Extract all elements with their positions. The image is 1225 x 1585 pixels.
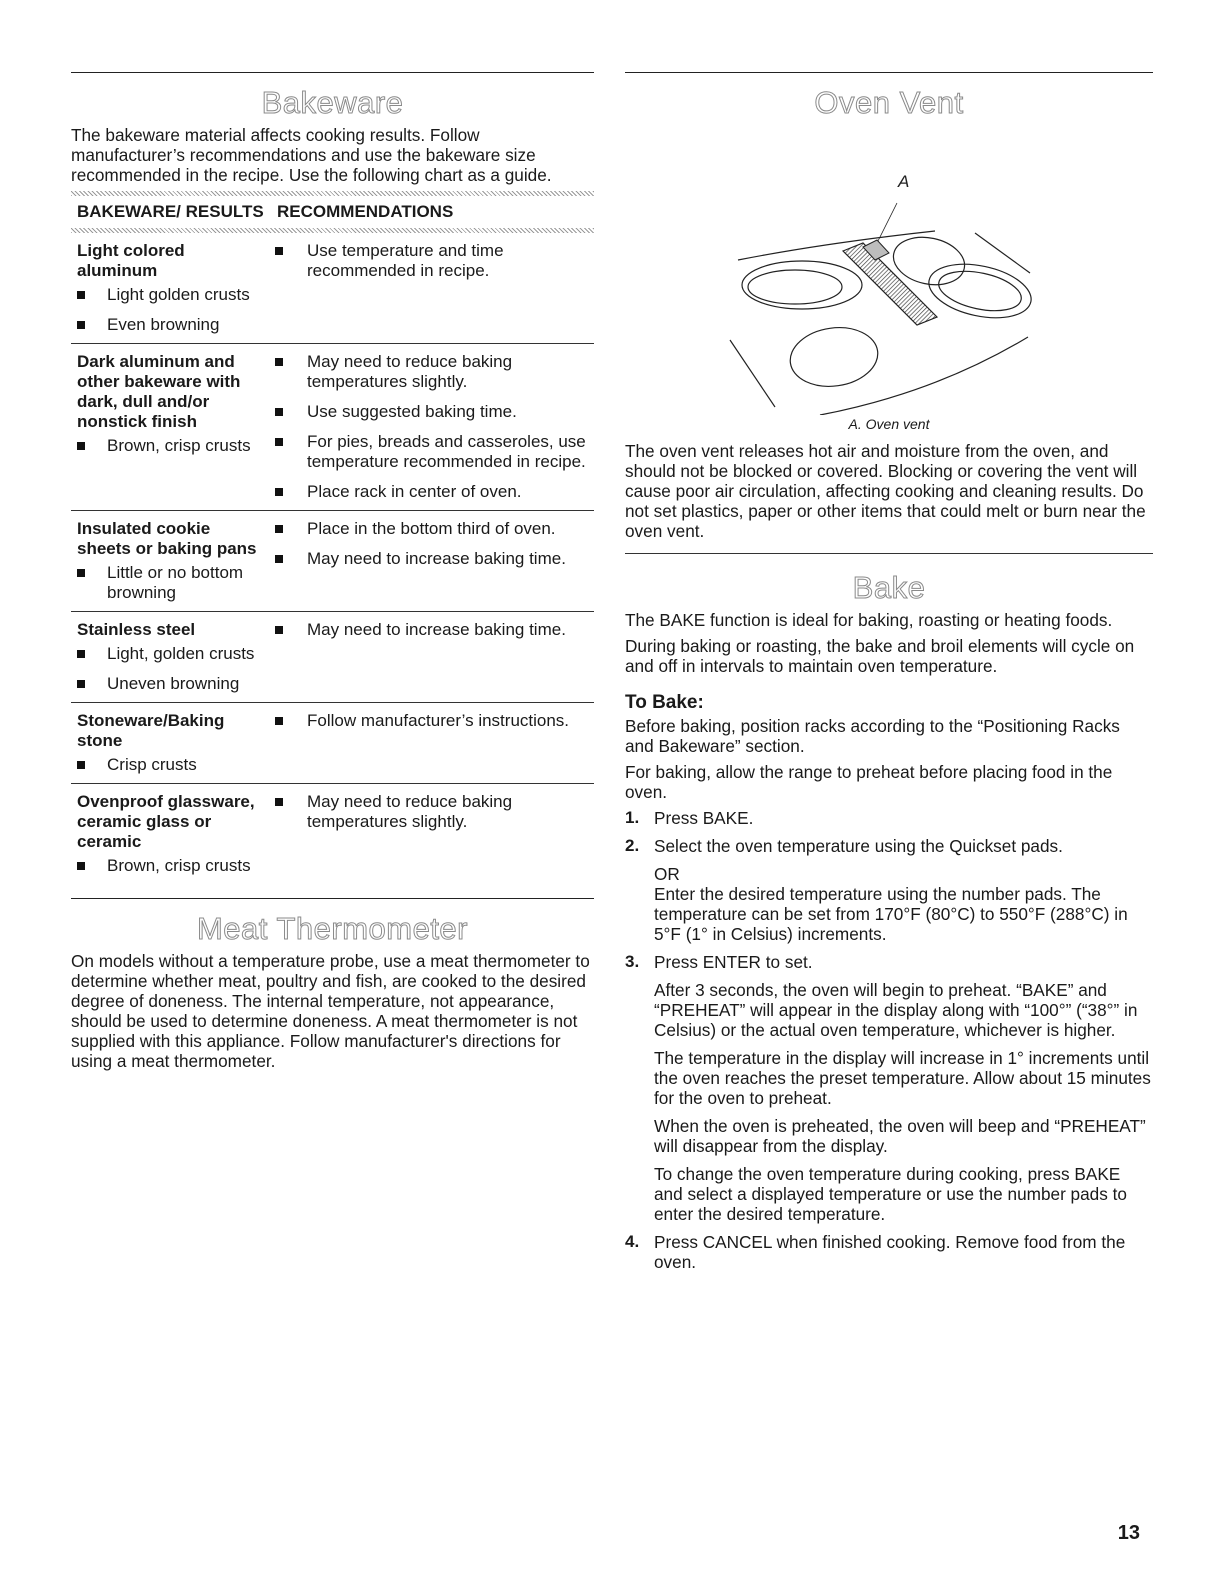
bakeware-cell (77, 241, 270, 335)
vent-slot-icon (843, 240, 937, 325)
recommendation-item (275, 519, 594, 539)
recommendation-text: Use temperature and time recommended in recipe. (307, 241, 504, 280)
bakeware-cell (77, 711, 270, 775)
result-item (77, 563, 262, 603)
result-item (77, 674, 262, 694)
step-number: 4. (625, 1232, 640, 1251)
square-bullet-icon (275, 438, 283, 446)
table-row (71, 511, 594, 612)
recommendations-cell (270, 519, 594, 603)
diagram-caption: A. Oven vent (848, 416, 930, 432)
result-text: Light golden crusts (107, 285, 250, 304)
racks-text: Before baking, position racks according to the “Positioning Racks and Bakeware” section. (625, 716, 1120, 756)
result-text: Little or no bottom browning (107, 563, 244, 602)
bake-cycle-text: During baking or roasting, the bake and broil elements will cycle on and off in intervals to maintain oven temperature. (625, 636, 1135, 676)
cooktop-illustration (625, 125, 1153, 415)
meat-thermometer-body: On models without a temperature probe, use a meat thermometer to determine whether meat, poultry and fish, are cooked to the desired degree of doneness. The internal temperature, not appearance, should be used to determine doneness. A meat thermometer is not supplied with this appliance. Follow manufacturer's directions for using a meat thermometer. (71, 951, 590, 1071)
bakeware-name: Ovenproof glassware, ceramic glass or ceramic (77, 792, 255, 851)
header-bakeware-results: BAKEWARE/ RESULTS (77, 202, 264, 221)
bakeware-name: Dark aluminum and other bakeware with dark, dull and/or nonstick finish (77, 352, 241, 431)
step-item (625, 952, 1153, 1224)
to-bake-subheading: To Bake: (625, 692, 704, 713)
result-text: Crisp crusts (107, 755, 197, 774)
oven-vent-diagram (625, 125, 1153, 415)
table-header (71, 196, 594, 228)
recommendation-item (275, 241, 594, 281)
bakeware-name: Light colored aluminum (77, 241, 185, 280)
square-bullet-icon (275, 408, 283, 416)
table-row (71, 233, 594, 344)
square-bullet-icon (77, 680, 85, 688)
square-bullet-icon (77, 321, 85, 329)
section-rule (71, 898, 594, 899)
bakeware-name: Stainless steel (77, 620, 196, 639)
recommendation-text: May need to reduce baking temperatures slightly. (307, 792, 513, 831)
square-bullet-icon (275, 555, 283, 563)
bakeware-intro: The bakeware material affects cooking results. Follow manufacturer’s recommendations and use the bakeware size recommended in the recipe. Use the following chart as a guide. (71, 125, 552, 185)
bake-steps (625, 808, 1153, 1272)
bakeware-heading: Bakeware (261, 85, 404, 120)
result-item (77, 436, 262, 456)
recommendation-item (275, 792, 594, 832)
recommendation-text: May need to increase baking time. (307, 549, 566, 568)
recommendation-text: May need to reduce baking temperatures slightly. (307, 352, 513, 391)
left-column (71, 72, 594, 1071)
recommendation-text: Use suggested baking time. (307, 402, 517, 421)
square-bullet-icon (275, 525, 283, 533)
bakeware-cell (77, 352, 270, 502)
recommendation-item (275, 711, 594, 731)
bakeware-name: Insulated cookie sheets or baking pans (77, 519, 257, 558)
step-text: To change the oven temperature during cooking, press BAKE and select a displayed temperature or use the number pads to enter the desired temperature. (654, 1164, 1127, 1224)
square-bullet-icon (77, 862, 85, 870)
section-rule (625, 553, 1153, 554)
recommendations-cell (270, 241, 594, 335)
step-item (625, 808, 1153, 828)
table-body (71, 233, 594, 884)
preheat-text: For baking, allow the range to preheat before placing food in the oven. (625, 762, 1113, 802)
square-bullet-icon (275, 626, 283, 634)
result-item (77, 856, 262, 876)
table-row (71, 612, 594, 703)
result-text: Light, golden crusts (107, 644, 255, 663)
bakeware-name: Stoneware/Baking stone (77, 711, 225, 750)
oven-vent-heading: Oven Vent (814, 85, 964, 120)
square-bullet-icon (275, 798, 283, 806)
recommendation-text: Place in the bottom third of oven. (307, 519, 556, 538)
result-item (77, 315, 262, 335)
square-bullet-icon (77, 650, 85, 658)
bake-intro: The BAKE function is ideal for baking, roasting or heating foods. (625, 610, 1113, 630)
result-item (77, 755, 262, 775)
square-bullet-icon (77, 442, 85, 450)
table-row (71, 344, 594, 511)
page-number: 13 (1117, 1522, 1140, 1544)
square-bullet-icon (275, 488, 283, 496)
section-rule (625, 72, 1153, 73)
recommendations-cell (270, 620, 594, 694)
callout-letter: A (898, 172, 910, 191)
section-rule (71, 72, 594, 73)
recommendation-text: For pies, breads and casseroles, use temperature recommended in recipe. (307, 432, 586, 471)
recommendation-item (275, 402, 594, 422)
step-number: 1. (625, 808, 640, 827)
right-column (625, 72, 1153, 1280)
recommendations-cell (270, 792, 594, 876)
recommendation-item (275, 352, 594, 392)
step-text: OR Enter the desired temperature using the number pads. The temperature can be set from 170°F (80°C) to 550°F (288°C) in 5°F (1° in Celsius) increments. (654, 864, 1128, 944)
bake-heading: Bake (852, 570, 926, 605)
recommendation-item (275, 432, 594, 472)
bakeware-cell (77, 519, 270, 603)
step-number: 3. (625, 952, 640, 971)
recommendation-text: May need to increase baking time. (307, 620, 566, 639)
square-bullet-icon (275, 358, 283, 366)
meat-thermometer-heading: Meat Thermometer (196, 911, 468, 946)
recommendation-text: Follow manufacturer’s instructions. (307, 711, 570, 730)
square-bullet-icon (275, 247, 283, 255)
step-item (625, 836, 1153, 944)
oven-vent-body: The oven vent releases hot air and moisture from the oven, and should not be blocked or covered. Blocking or covering the vent will cause poor air circulation, affecting cooking and cleaning results. Do not set plastics, paper or other items that could melt or burn near the oven vent. (625, 441, 1146, 541)
step-number: 2. (625, 836, 640, 855)
step-item (625, 1232, 1153, 1272)
square-bullet-icon (77, 569, 85, 577)
recommendation-text: Place rack in center of oven. (307, 482, 522, 501)
step-text: Press BAKE. (654, 808, 754, 828)
step-text: The temperature in the display will increase in 1° increments until the oven reaches the preset temperature. Allow about 15 minutes for the oven to preheat. (654, 1048, 1151, 1108)
step-text: Select the oven temperature using the Quickset pads. (654, 836, 1063, 856)
square-bullet-icon (77, 761, 85, 769)
bakeware-table (71, 191, 594, 884)
step-text: Press CANCEL when finished cooking. Remove food from the oven. (654, 1232, 1126, 1272)
table-row (71, 703, 594, 784)
recommendation-item (275, 620, 594, 640)
result-text: Uneven browning (107, 674, 240, 693)
step-text: When the oven is preheated, the oven will beep and “PREHEAT” will disappear from the display. (654, 1116, 1146, 1156)
square-bullet-icon (77, 291, 85, 299)
recommendation-item (275, 549, 594, 569)
bakeware-cell (77, 620, 270, 694)
recommendations-cell (270, 352, 594, 502)
result-item (77, 285, 262, 305)
recommendations-cell (270, 711, 594, 775)
result-text: Brown, crisp crusts (107, 436, 251, 455)
result-text: Even browning (107, 315, 220, 334)
recommendation-item (275, 482, 594, 502)
result-text: Brown, crisp crusts (107, 856, 251, 875)
square-bullet-icon (275, 717, 283, 725)
result-item (77, 644, 262, 664)
step-text: After 3 seconds, the oven will begin to preheat. “BAKE” and “PREHEAT” will appear in the display along with “100°” (“38°” in Celsius) or the actual oven temperature, whichever is higher. (654, 980, 1138, 1040)
bakeware-cell (77, 792, 270, 876)
header-recommendations: RECOMMENDATIONS (277, 202, 454, 221)
table-row (71, 784, 594, 884)
step-text: Press ENTER to set. (654, 952, 813, 972)
